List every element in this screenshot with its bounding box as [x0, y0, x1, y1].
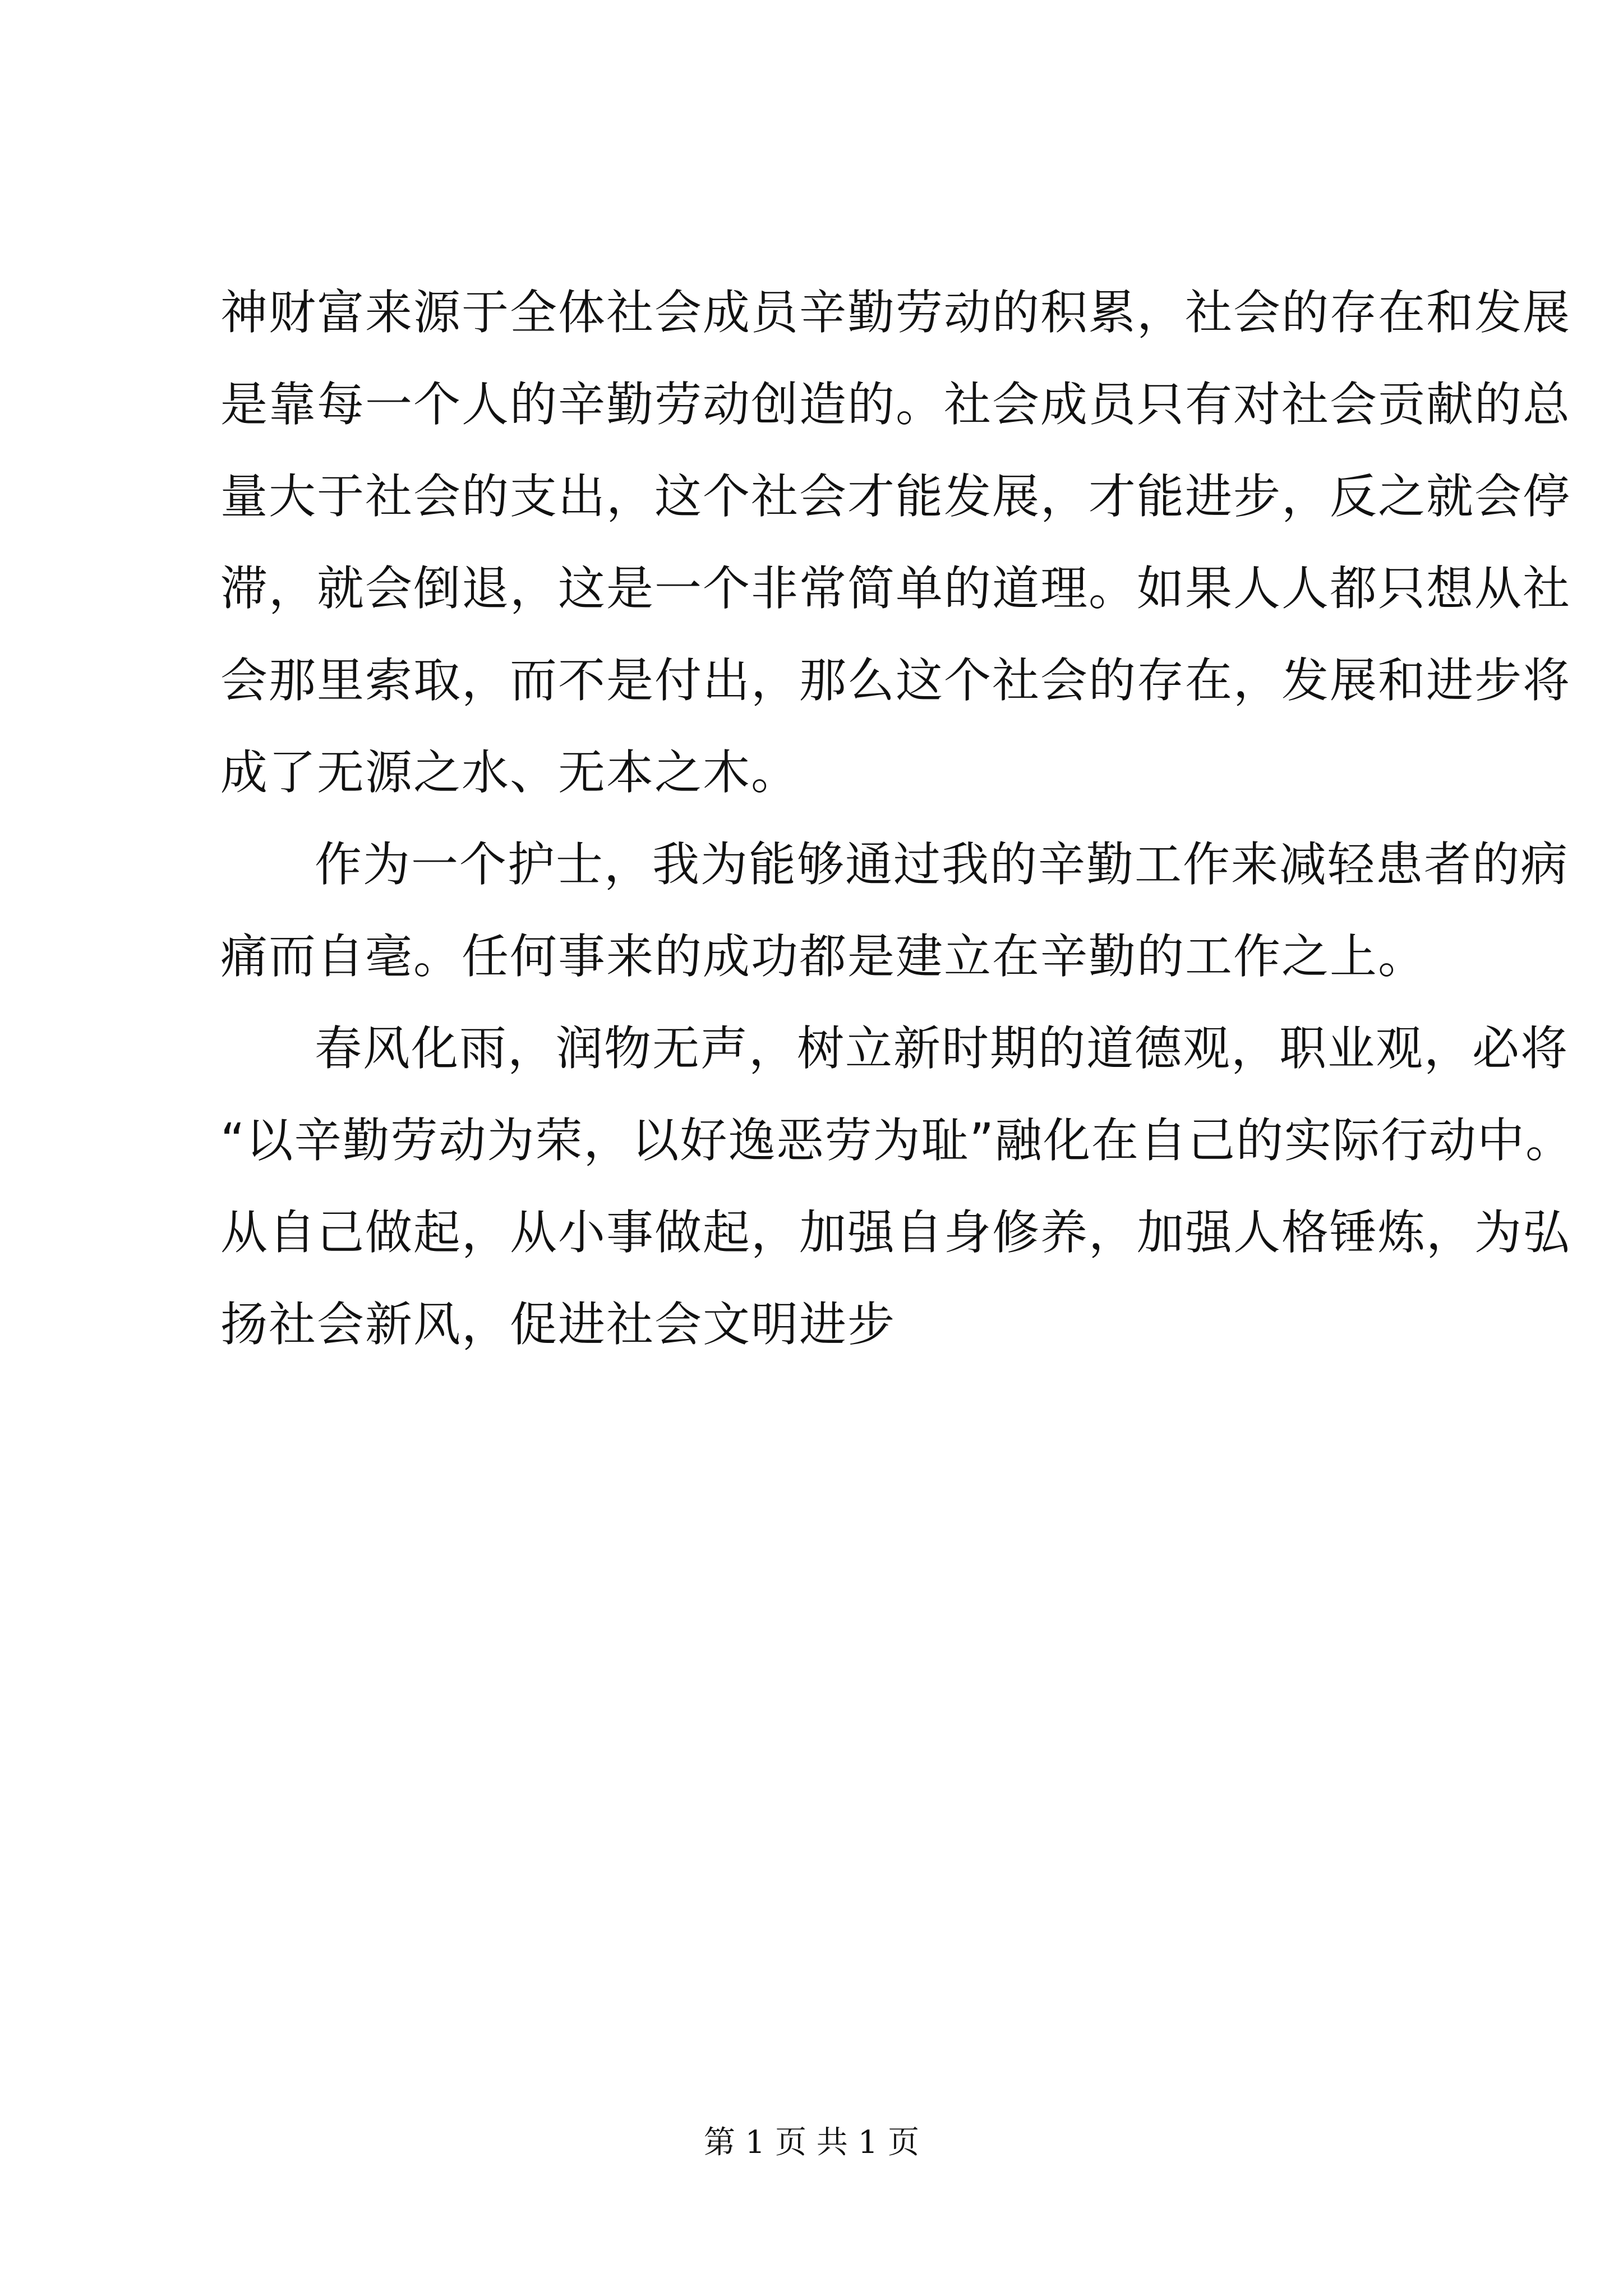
- text-line: 是靠每一个人的辛勤劳动创造的。社会成员只有对社会贡献的总: [220, 377, 1571, 432]
- text-line: 春风化雨，润物无声，树立新时期的道德观，职业观，必将: [315, 1021, 1569, 1076]
- text-line: 扬社会新风，促进社会文明进步: [220, 1297, 896, 1352]
- text-line: 滞，就会倒退，这是一个非常简单的道理。如果人人都只想从社: [220, 561, 1571, 616]
- text-line: 作为一个护士，我为能够通过我的辛勤工作来减轻患者的病: [315, 837, 1569, 892]
- document-body: [220, 266, 1574, 1370]
- text-line: “以辛勤劳动为荣，以好逸恶劳为耻”融化在自己的实际行动中。: [220, 1113, 1574, 1168]
- text-line: 成了无源之水、无本之木。: [220, 745, 800, 800]
- text-line: 量大于社会的支出，这个社会才能发展，才能进步，反之就会停: [220, 469, 1571, 524]
- text-line: 从自己做起，从小事做起，加强自身修养，加强人格锤炼，为弘: [220, 1205, 1571, 1260]
- text-line: 会那里索取，而不是付出，那么这个社会的存在，发展和进步将: [220, 653, 1571, 708]
- text-line: 神财富来源于全体社会成员辛勤劳动的积累，社会的存在和发展: [220, 285, 1571, 340]
- paragraph-2: [220, 818, 1569, 1002]
- paragraph-1: [220, 266, 1571, 818]
- paragraph-3: [220, 1002, 1574, 1370]
- page-number-footer: 第 1 页 共 1 页: [703, 2124, 920, 2161]
- text-line: 痛而自毫。任何事来的成功都是建立在辛勤的工作之上。: [220, 929, 1427, 984]
